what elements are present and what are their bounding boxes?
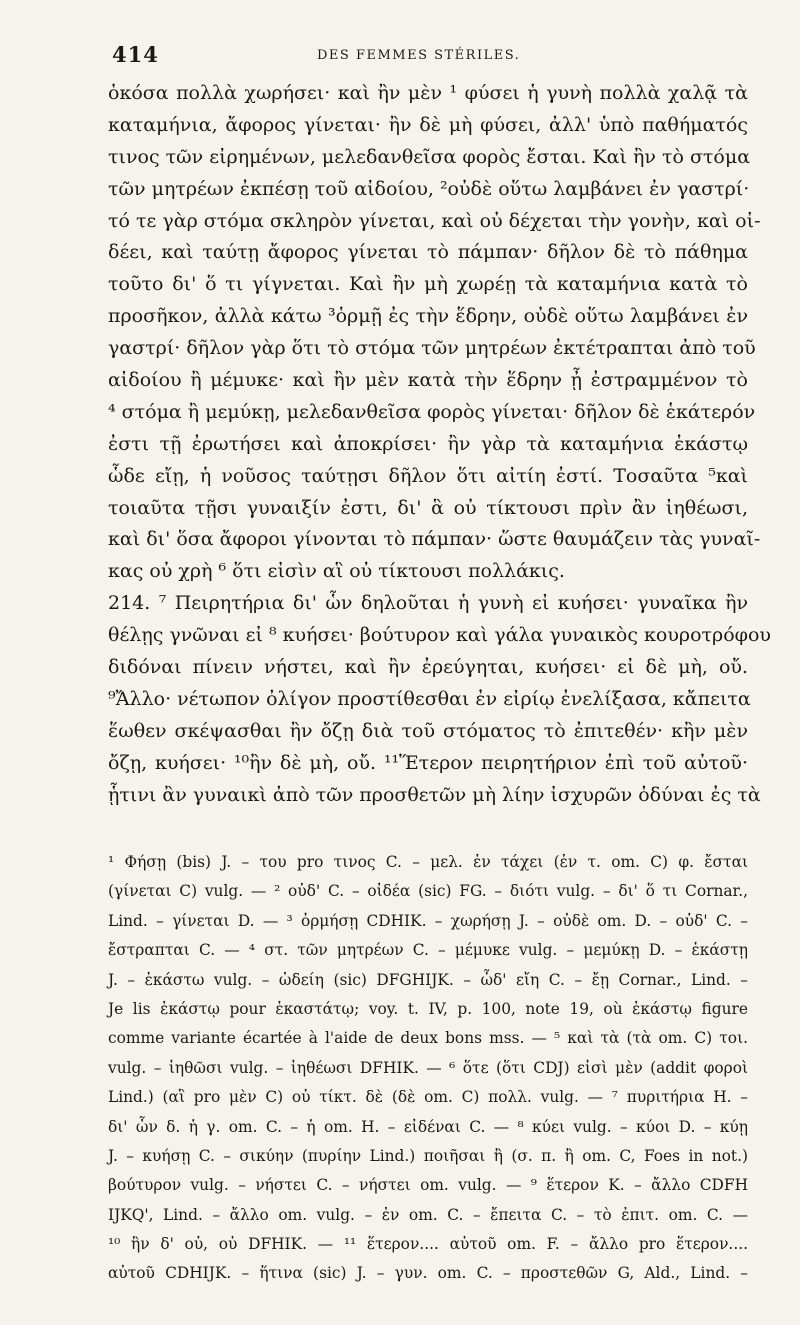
text-line: τινος τῶν εἰρημένων, μελεδανθεῖσα φορὸς ἔσται. Καὶ ἢν τὸ στόμα — [108, 145, 751, 168]
text-line: τό τε γὰρ στόμα σκληρὸν γίνεται, καὶ οὐ δέχεται τὴν γονὴν, καὶ οἰ- — [108, 209, 761, 232]
text-line: δέει, καὶ ταύτῃ ἄφορος γίνεται τὸ πάμπαν· δῆλον δὲ τὸ πάθημα — [108, 241, 748, 264]
text-line: ἐστι τῇ ἐρωτήσει καὶ ἀποκρίσει· ἢν γὰρ τὰ καταμήνια ἑκάστῳ — [108, 432, 748, 455]
text-line: 214. ⁷ Πειρητήρια δι' ὧν δηλοῦται ἡ γυνὴ εἰ κυήσει· γυναῖκα ἢν — [108, 592, 748, 615]
footnote-line: βούτυρον vulg. – νήστει C. – νήστει om. vulg. — ⁹ ἕτερον K. – ἄλλο CDFH — [108, 1176, 748, 1195]
text-line: αἰδοίου ἢ μέμυκε· καὶ ἢν μὲν κατὰ τὴν ἕδρην ᾖ ἐστραμμένον τὸ — [108, 369, 748, 392]
text-line: τοῦτο δι' ὅ τι γίγνεται. Καὶ ἢν μὴ χωρέῃ τὰ καταμήνια κατὰ τὸ — [108, 273, 748, 296]
footnote-line: J. – ἑκάστω vulg. – ὡδείη (sic) DFGHIJK. – ὧδ' εἴη C. – ἔῃ Cornar., Lind. – — [108, 970, 748, 989]
text-line: ὁκόσα πολλὰ χωρήσει· καὶ ἢν μὲν ¹ φύσει ἡ γυνὴ πολλὰ χαλᾷ τὰ — [108, 82, 748, 104]
text-line: διδόναι πίνειν νήστει, καὶ ἢν ἐρεύγηται, κυήσει· εἰ δὲ μὴ, οὔ. — [108, 656, 748, 679]
text-line: τοιαῦτα τῇσι γυναιξίν ἐστι, δι' ἃ οὐ τίκτουσι πρὶν ἂν ἰηθέωσι, — [108, 496, 748, 519]
text-line: ὧδε εἴῃ, ἡ νοῦσος ταύτῃσι δῆλον ὅτι αἰτίη ἐστί. Τοσαῦτα ⁵καὶ — [108, 464, 748, 487]
footnote-line: ¹ Φήσῃ (bis) J. – του pro τινος C. – μελ. ἐν τάχει (ἐν τ. om. C) φ. ἔσται — [108, 853, 748, 871]
text-line: ⁹Ἄλλο· νέτωπον ὀλίγον προστίθεσθαι ἐν εἰρίῳ ἐνελίξασα, κἄπειτα — [108, 687, 751, 710]
text-line: γαστρί· δῆλον γὰρ ὅτι τὸ στόμα τῶν μητρέων ἐκτέτραπται ἀπὸ τοῦ — [108, 337, 756, 360]
footnote-line: J. – κυήσῃ C. – σικύην (πυρίην Lind.) ποιῆσαι ἢ (σ. π. ἢ om. C, Foes in not.) — [108, 1146, 748, 1165]
footnotes — [108, 848, 748, 1289]
footnote-line: vulg. – ἰηθῶσι vulg. – ἰηθέωσι DFHIK. — ⁶ ὅτε (ὅτι CDJ) εἰσὶ μὲν (addit φοροὶ — [108, 1058, 748, 1077]
text-line: τῶν μητρέων ἐκπέσῃ τοῦ αἰδοίου, ²οὐδὲ οὕτω λαμβάνει ἐν γαστρί· — [108, 177, 750, 200]
text-line: ⁴ στόμα ἢ μεμύκῃ, μελεδανθεῖσα φορὸς γίνεται· δῆλον δὲ ἑκάτερόν — [108, 400, 756, 423]
footnote-line: ἔστραπται C. — ⁴ στ. τῶν μητρέων C. – μέμυκε vulg. – μεμύκῃ D. – ἑκάστῃ — [108, 941, 748, 960]
text-line: ᾗτινι ἂν γυναικὶ ἀπὸ τῶν προσθετῶν μὴ λίην ἰσχυρῶν ὀδύναι ἐς τὰ — [108, 783, 761, 806]
text-line: προσῆκον, ἀλλὰ κάτω ³ὁρμῇ ἐς τὴν ἕδρην, οὐδὲ οὕτω λαμβάνει ἐν — [108, 305, 748, 328]
text-line: καὶ δι' ὅσα ἄφοροι γίνονται τὸ πάμπαν· ὥστε θαυμάζειν τὰς γυναῖ- — [108, 528, 761, 551]
text-line: ὄζῃ, κυήσει· ¹⁰ἢν δὲ μὴ, οὔ. ¹¹Ἕτερον πειρητήριον ἐπὶ τοῦ αὐτοῦ· — [108, 751, 748, 774]
footnote-line: αὐτοῦ CDHIJK. – ἥτινα (sic) J. – γυν. om. C. – προστεθῶν G, Ald., Lind. – — [108, 1264, 748, 1283]
footnote-line: ¹⁰ ἢν δ' οὐ, οὐ DFHIK. — ¹¹ ἕτερον.... αὐτοῦ om. F. – ἄλλο pro ἕτερον.... — [108, 1235, 748, 1254]
text-line: θέλῃς γνῶναι εἰ ⁸ κυήσει· βούτυρον καὶ γάλα γυναικὸς κουροτρόφου — [108, 624, 771, 647]
footnote-line: Je lis ἑκάστῳ pour ἑκαστάτῳ; voy. t. IV, p. 100, note 19, où ἑκάστῳ figure — [108, 999, 748, 1018]
text-line: ἕωθεν σκέψασθαι ἢν ὄζῃ διὰ τοῦ στόματος τὸ ἐπιτεθέν· κἢν μὲν — [108, 719, 748, 742]
page-header — [112, 42, 752, 72]
running-head: DES FEMMES STÉRILES. — [317, 48, 521, 63]
text-line: καταμήνια, ἄφορος γίνεται· ἢν δὲ μὴ φύσει, ἀλλ' ὑπὸ παθήματός — [108, 113, 748, 136]
footnote-line: comme variante écartée à l'aide de deux bons mss. — ⁵ καὶ τὰ (τὰ om. C) τοι. — [108, 1029, 748, 1048]
footnote-line: Lind. – γίνεται D. — ³ ὁρμήσῃ CDHIK. – χωρήσῃ J. – οὐδὲ om. D. – οὐδ' C. – — [108, 911, 748, 930]
footnote-line: (γίνεται C) vulg. — ² οὐδ' C. – οἰδέα (sic) FG. – διότι vulg. – δι' ὅ τι Cornar., — [108, 882, 748, 901]
text-line: κας οὐ χρὴ ⁶ ὅτι εἰσὶν αἳ οὐ τίκτουσι πολλάκις. — [108, 560, 565, 583]
footnote-line: IJKQ', Lind. – ἄλλο om. vulg. – ἐν om. C. – ἔπειτα C. – τὸ ἐπιτ. om. C. — — [108, 1205, 748, 1224]
main-text — [108, 78, 771, 811]
footnote-line: Lind.) (αἳ pro μὲν C) οὐ τίκτ. δὲ (δὲ om. C) πολλ. vulg. — ⁷ πυριτήρια H. – — [108, 1088, 748, 1107]
page-number: 414 — [112, 42, 159, 67]
footnote-line: δι' ὧν δ. ἡ γ. om. C. – ἡ om. H. – εἰδέναι C. — ⁸ κύει vulg. – κύοι D. – κύῃ — [108, 1117, 748, 1136]
